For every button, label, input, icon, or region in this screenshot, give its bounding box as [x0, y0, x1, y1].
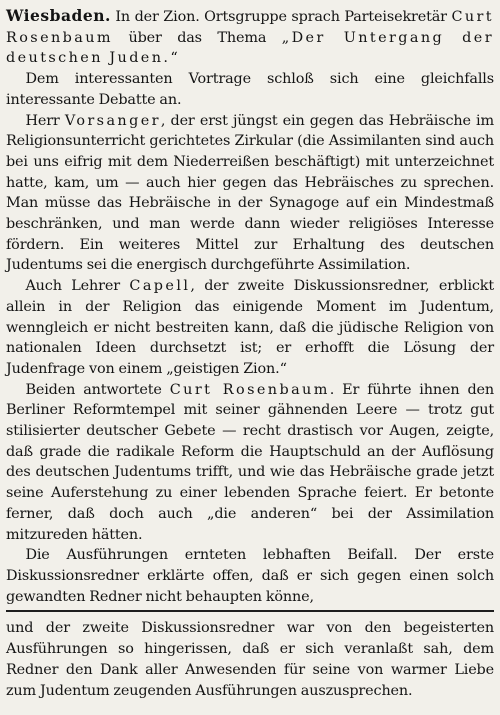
paragraph-5-text-b: . Er führte ihnen den Berliner Reformtempel mit seiner gähnenden Leere — trotz gut stilisierter deutscher Gebete — recht drastisch vor Augen, zeigte, daß grade die radikale Reform die Hauptschuld an der Auflösung des deutschen Judentums trifft, und wie das Hebräische grade jetzt seine Auferstehung zu einer lebenden Sprache feiert. Er betonte ferner, daß doch auch „die anderen“ bei der Assimilation mitzureden hätten.: [6, 381, 494, 543]
paragraph-7: und der zweite Diskussionsredner war von den begeisterten Ausführungen so hingerissen, daß er sich veranlaßt sah, dem Redner den Dank aller Anwesenden für seine von warmer Liebe zum Judentum zeugenden Ausführungen auszusprechen.: [6, 620, 494, 699]
paragraph-3-text-b: , der erst jüngst ein gegen das Hebräische im Religionsunterricht gerichtetes Zirkular (die Assimilanten sind auch bei uns eifrig mit dem Niederreißen beschäftigt) mit unterzeichnet hatte, kam, um — auch hier gegen das Hebräisches zu sprechen. Man müsse das Hebräische in der Synagoge auf ein Mindestmaß beschränken, und man werde dann wieder religiöses Interesse fördern. Ein weiteres Mittel zur Erhaltung des deutschen Judentums sei die energisch durchgeführte Assimilation.: [6, 112, 494, 274]
paragraph-4-text-b: , der zweite Diskussionsredner, erblickt allein in der Religion das einigende Moment im Judentum, wenngleich er nicht bestreiten kann, daß die jüdische Religion von nationalen Ideen durchsetzt ist; er erhofft die Lösung der Judenfrage von einem „geistigen Zion.“: [6, 278, 495, 377]
paragraph-2: Dem interessanten Vortrage schloß sich eine gleichfalls interessante Debatte an.: [6, 71, 494, 108]
continued-column: [6, 618, 494, 701]
lecture-theme: „Der Untergang der deutschen Juden.“: [6, 29, 494, 67]
speaker-name: Curt Rosenbaum: [6, 9, 494, 46]
paragraph-1: [6, 6, 494, 69]
paragraph-3-text-a: Herr: [25, 112, 65, 129]
paragraph-4: [6, 276, 494, 380]
paragraph-1-text-a: In der Zion. Ortsgruppe sprach Parteisekretär: [110, 9, 452, 25]
paragraph-1-text-b: über das Thema: [112, 29, 282, 46]
paragraph-3: [6, 111, 494, 277]
column-break-rule: [6, 610, 494, 612]
article-column: [6, 6, 494, 607]
paragraph-6: Die Ausführungen ernteten lebhaften Beifall. Der erste Diskussionsredner erklärte offen, daß er sich gegen einen solch gewandten Redner nicht behaupten könne,: [6, 547, 494, 605]
paragraph-4-text-a: Auch Lehrer: [25, 278, 130, 295]
paragraph-5-text-a: Beiden antwortete: [25, 381, 170, 398]
second-discussant-name: Capell: [129, 278, 191, 295]
speaker-name-reply: Curt Rosenbaum: [169, 381, 330, 398]
city-heading: Wiesbaden.: [6, 6, 111, 25]
paragraph-5: [6, 380, 494, 546]
first-discussant-name: Vorsanger: [64, 112, 161, 129]
